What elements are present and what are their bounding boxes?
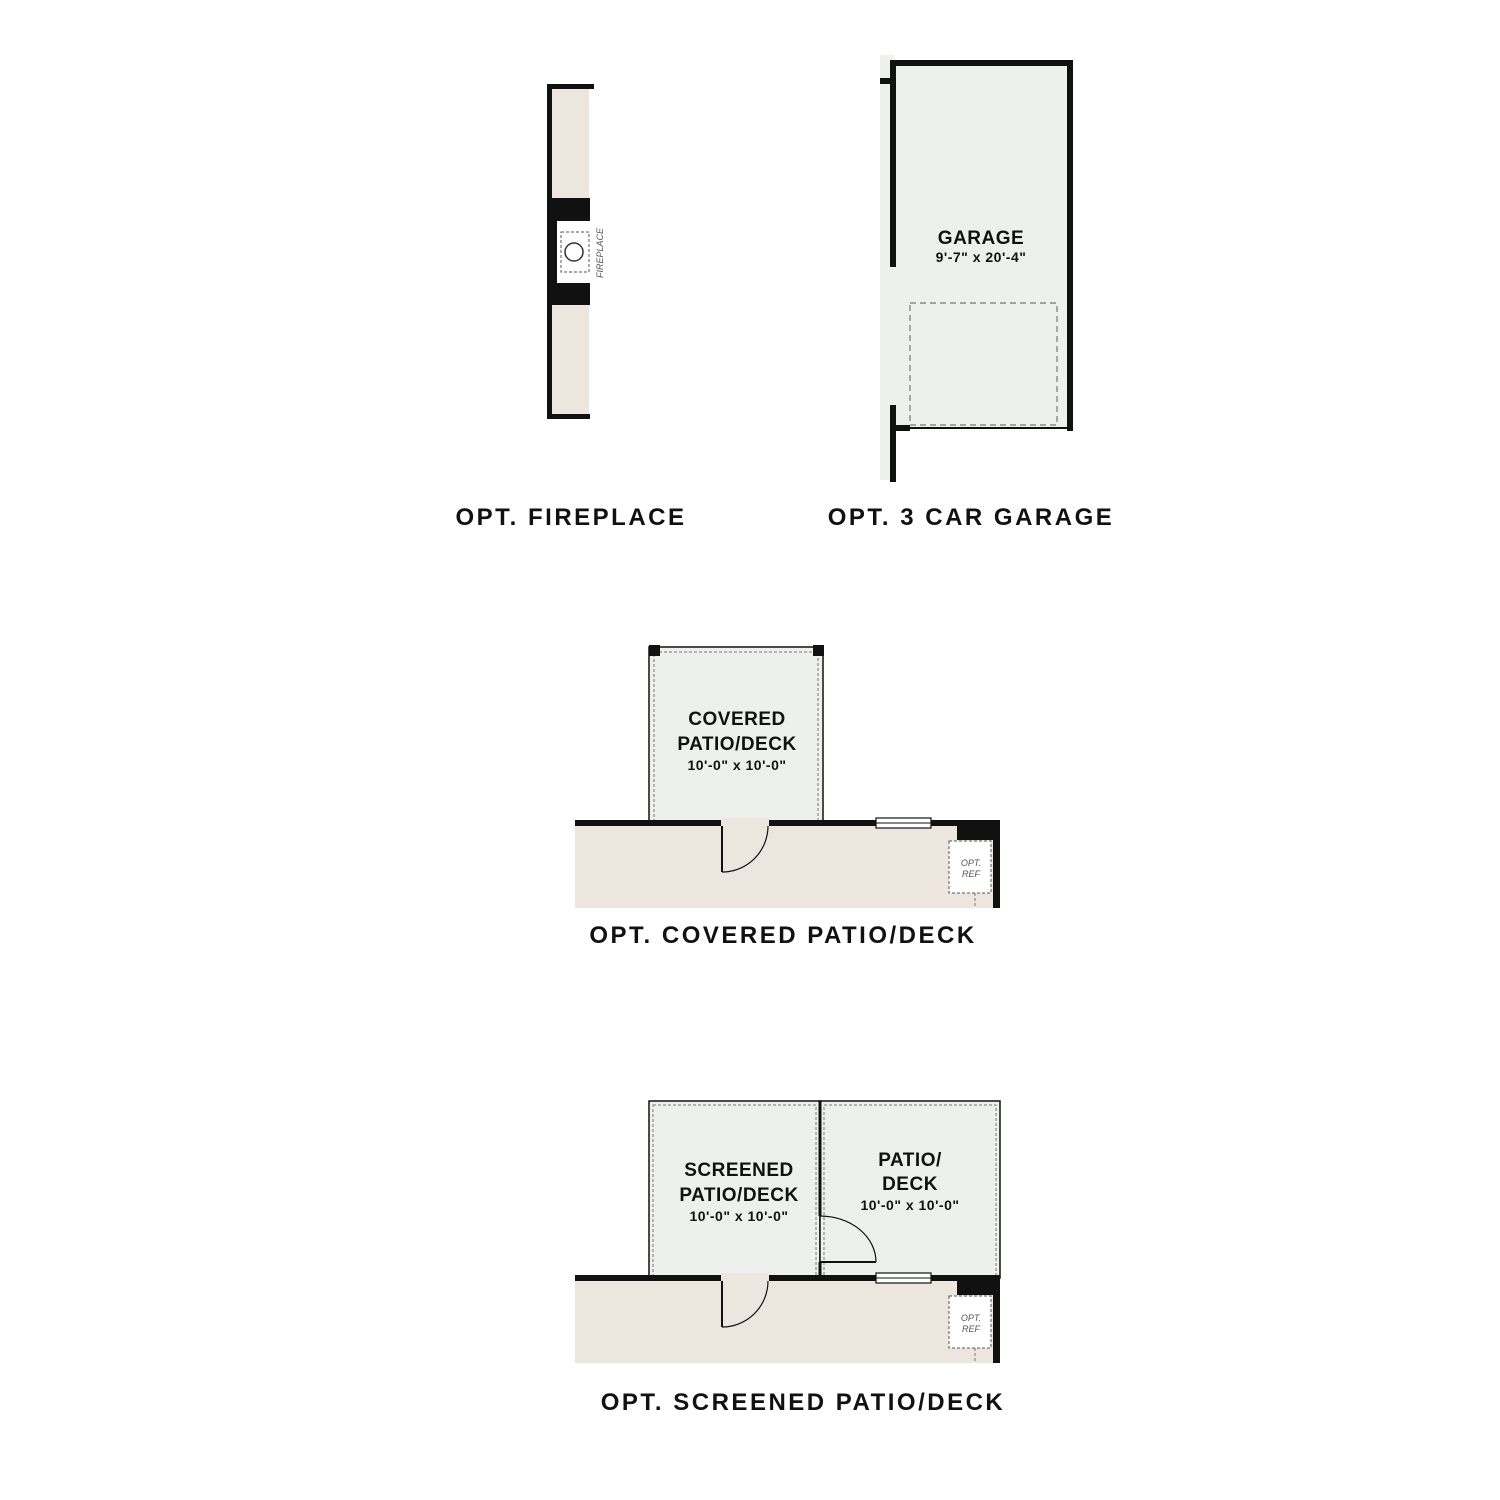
garage-wall-bottom-stub (890, 425, 910, 431)
garage-caption: OPT. 3 CAR GARAGE (827, 504, 1115, 531)
fireplace-firebox (557, 221, 590, 283)
open-patio-line2: DECK (882, 1174, 938, 1195)
garage-wall-left-upper (890, 60, 896, 267)
covered-opt-ref-line1: OPT. (960, 858, 982, 868)
covered-room-dims: 10'-0" x 10'-0" (687, 757, 787, 773)
screened-exterior-wall (575, 1275, 1000, 1281)
covered-exterior-wall (575, 820, 1000, 826)
garage-wall-stub (880, 78, 890, 84)
screened-room-dims: 10'-0" x 10'-0" (689, 1208, 789, 1224)
fireplace-label: FIREPLACE (595, 227, 605, 278)
garage-room-dims: 9'-7" x 20'-4" (935, 249, 1027, 265)
covered-post-left (649, 645, 660, 656)
open-patio-dims: 10'-0" x 10'-0" (860, 1197, 960, 1213)
covered-house-interior-fill (575, 826, 1000, 908)
covered-right-wall (993, 820, 1000, 908)
screened-opt-ref-line1: OPT. (960, 1313, 982, 1323)
screened-room-line2: PATIO/DECK (679, 1185, 799, 1206)
fireplace-option (455, 84, 686, 531)
screened-door-opening (721, 1273, 769, 1283)
garage-wall-top (890, 60, 1072, 66)
covered-caption: OPT. COVERED PATIO/DECK (589, 922, 977, 949)
garage-wall-right (1067, 60, 1073, 431)
garage-option (828, 55, 1115, 531)
covered-door-opening (721, 818, 769, 828)
open-patio-line1: PATIO/ (878, 1150, 942, 1171)
garage-room-name: GARAGE (937, 228, 1025, 249)
covered-opt-ref-line2: REF (962, 869, 980, 879)
screened-patio-option (575, 1101, 1005, 1416)
screened-right-wall (993, 1275, 1000, 1363)
covered-room-line1: COVERED (688, 709, 786, 730)
screened-opt-ref-line2: REF (962, 1324, 980, 1334)
screened-room-line1: SCREENED (684, 1160, 794, 1181)
fireplace-wall-top (547, 84, 594, 89)
garage-wall-left-lower (890, 405, 896, 482)
covered-patio-option (575, 645, 1000, 949)
screened-caption: OPT. SCREENED PATIO/DECK (600, 1389, 1006, 1416)
fireplace-caption: OPT. FIREPLACE (455, 504, 687, 531)
covered-room-line2: PATIO/DECK (677, 734, 797, 755)
screened-house-interior-fill (575, 1281, 1000, 1363)
fireplace-wall-bottom (547, 414, 590, 419)
covered-post-right (813, 645, 824, 656)
